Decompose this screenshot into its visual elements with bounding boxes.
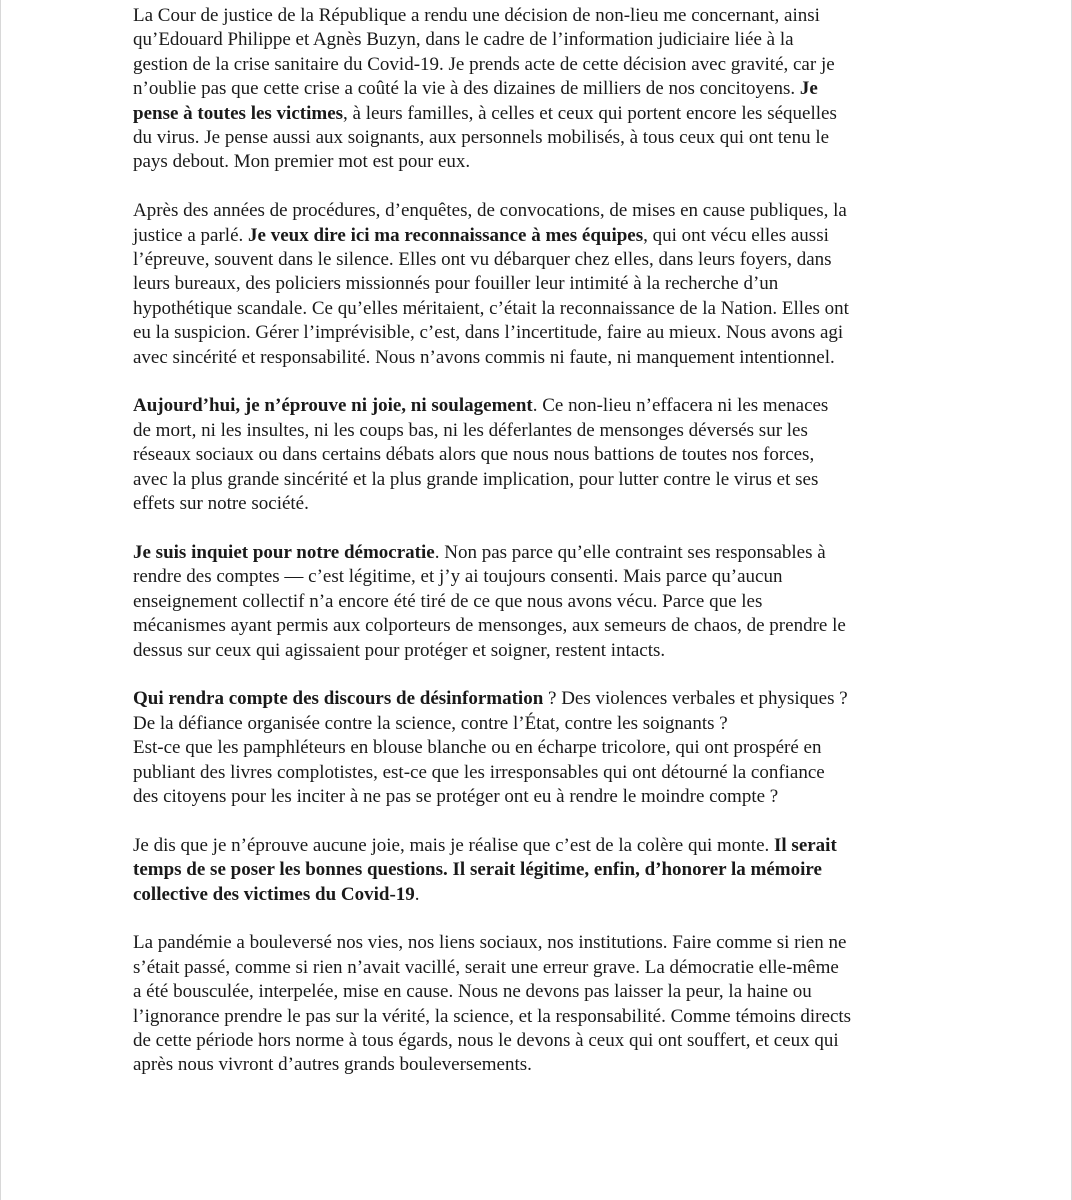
- text-run: l’épreuve, souvent dans le silence. Elles ont vu débarquer chez elles, dans leurs foyers, dans: [133, 249, 832, 271]
- text-run: enseignement collectif n’a encore été tiré de ce que nous avons vécu. Parce que les: [133, 590, 763, 612]
- text-run: Je dis que je n’éprouve aucune joie, mais je réalise que c’est de la colère qui monte.: [133, 834, 774, 856]
- text-run: réseaux sociaux ou dans certains débats alors que nous nous battions de toutes nos forces,: [133, 444, 815, 466]
- text-run: n’oublie pas que cette crise a coûté la vie à des dizaines de milliers de nos concitoyens.: [133, 78, 800, 100]
- text-run: rendre des comptes — c’est légitime, et j’y ai toujours consenti. Mais parce qu’aucun: [133, 566, 783, 588]
- bold-text-run: Aujourd’hui, je n’éprouve ni joie, ni soulagement: [133, 395, 533, 417]
- paragraph: [133, 199, 953, 370]
- paragraph: [133, 687, 953, 809]
- bold-text-run: temps de se poser les bonnes questions. Il serait légitime, enfin, d’honorer la mémoire: [133, 859, 822, 881]
- text-run: pays debout. Mon premier mot est pour eux.: [133, 151, 471, 173]
- paragraph: [133, 4, 953, 175]
- text-run: leurs bureaux, des policiers missionnés pour fouiller leur intimité à la recherche d’un: [133, 273, 779, 295]
- text-run: s’était passé, comme si rien n’avait vacillé, serait une erreur grave. La démocratie elle-même: [133, 956, 839, 978]
- bold-text-run: Qui rendra compte des discours de désinformation: [133, 688, 544, 710]
- text-run: La pandémie a bouleversé nos vies, nos liens sociaux, nos institutions. Faire comme si rien ne: [133, 932, 847, 954]
- text-run: ? Des violences verbales et physiques ?: [543, 688, 848, 710]
- paragraph: [133, 541, 953, 663]
- text-run: gestion de la crise sanitaire du Covid-19. Je prends acte de cette décision avec gravité, car je: [133, 53, 835, 75]
- text-run: . Ce non-lieu n’effacera ni les menaces: [532, 395, 829, 417]
- text-run: a été bousculée, interpelée, mise en cause. Nous ne devons pas laisser la peur, la haine ou: [133, 981, 812, 1003]
- bold-text-run: Je veux dire ici ma reconnaissance à mes équipes: [248, 224, 644, 246]
- text-run: après nous vivront d’autres grands bouleversements.: [133, 1054, 532, 1076]
- paragraph: [133, 834, 953, 907]
- bold-text-run: Je: [799, 78, 818, 100]
- text-run: des citoyens pour les inciter à ne pas se protéger ont eu à rendre le moindre compte ?: [133, 785, 779, 807]
- bold-text-run: Il serait: [774, 834, 837, 856]
- text-run: . Non pas parce qu’elle contraint ses responsables à: [434, 541, 826, 563]
- text-run: avec sincérité et responsabilité. Nous n’avons commis ni faute, ni manquement intentionnel.: [133, 346, 835, 368]
- text-run: hypothétique scandale. Ce qu’elles méritaient, c’était la reconnaissance de la Nation. Elles ont: [133, 297, 849, 319]
- bold-text-run: collective des victimes du Covid-19: [133, 883, 415, 905]
- text-run: l’ignorance prendre le pas sur la vérité, la science, et la responsabilité. Comme témoins directs: [133, 1005, 852, 1027]
- text-run: .: [414, 883, 420, 905]
- text-run: avec la plus grande sincérité et la plus grande implication, pour lutter contre le virus et ses: [133, 468, 819, 490]
- text-run: publiant des livres complotistes, est-ce que les irresponsables qui ont détourné la confiance: [133, 761, 825, 783]
- text-run: Est-ce que les pamphléteurs en blouse blanche ou en écharpe tricolore, qui ont prospéré en: [133, 737, 822, 759]
- text-run: du virus. Je pense aussi aux soignants, aux personnels mobilisés, à tous ceux qui ont tenu le: [133, 127, 830, 149]
- text-run: , qui ont vécu elles aussi: [643, 224, 829, 246]
- bold-text-run: Je suis inquiet pour notre démocratie: [133, 541, 435, 563]
- text-run: , à leurs familles, à celles et ceux qui portent encore les séquelles: [343, 102, 837, 124]
- paragraph: [133, 931, 953, 1077]
- text-run: justice a parlé.: [133, 224, 249, 246]
- text-run: dessus sur ceux qui agissaient pour protéger et soigner, restent intacts.: [133, 639, 666, 661]
- text-run: qu’Edouard Philippe et Agnès Buzyn, dans le cadre de l’information judiciaire liée à la: [133, 29, 794, 51]
- text-run: eu la suspicion. Gérer l’imprévisible, c’est, dans l’incertitude, faire au mieux. Nous avons agi: [133, 322, 844, 344]
- text-run: La Cour de justice de la République a rendu une décision de non-lieu me concernant, ainsi: [133, 5, 820, 26]
- text-run: Après des années de procédures, d’enquêtes, de convocations, de mises en cause publiques, la: [133, 200, 847, 222]
- paragraph: [133, 394, 953, 516]
- text-run: De la défiance organisée contre la science, contre l’État, contre les soignants ?: [133, 712, 728, 734]
- text-run: effets sur notre société.: [133, 493, 309, 515]
- text-run: de cette période hors norme à tous égards, nous le devons à ceux qui ont souffert, et ceux qui: [133, 1029, 839, 1051]
- document-body: [133, 4, 953, 1102]
- text-run: de mort, ni les insultes, ni les coups bas, ni les déferlantes de mensonges déversés sur les: [133, 419, 808, 441]
- text-run: mécanismes ayant permis aux colporteurs de mensonges, aux semeurs de chaos, de prendre le: [133, 615, 846, 637]
- bold-text-run: pense à toutes les victimes: [133, 102, 344, 124]
